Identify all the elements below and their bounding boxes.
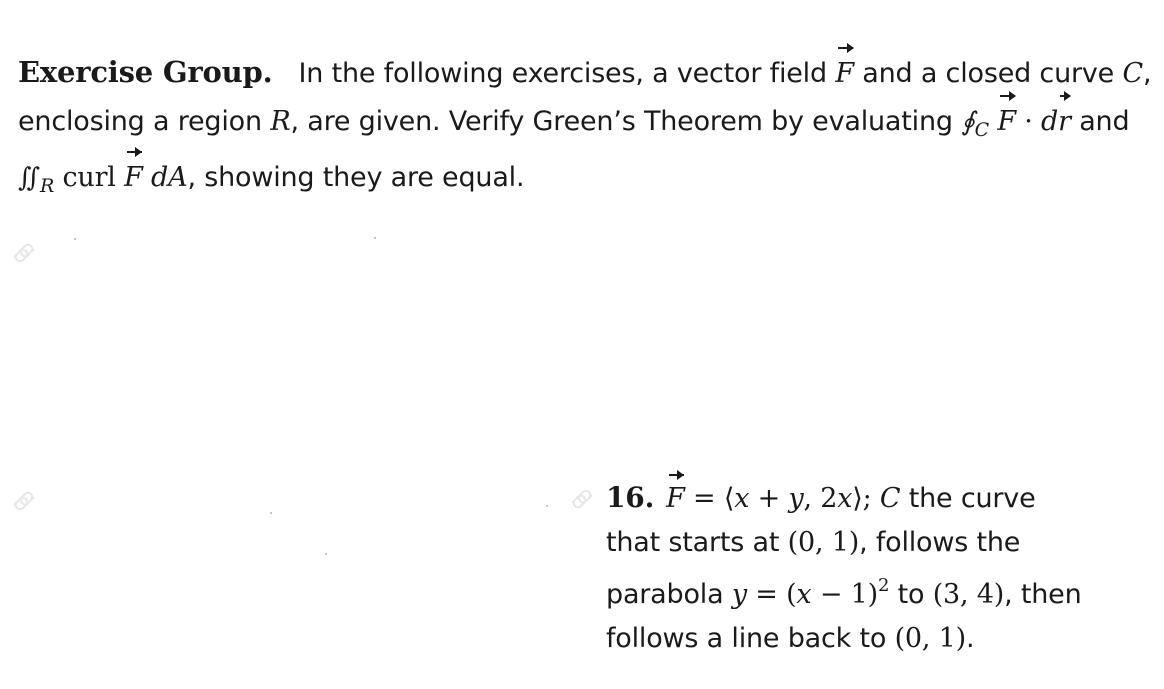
differential-d: d [1041, 106, 1059, 137]
double-integral-symbol: ∬ [18, 163, 40, 193]
math-text: − 1) [811, 579, 878, 610]
exercise-text: that starts at [606, 526, 788, 558]
exercise-text: parabola [606, 579, 732, 610]
math-text: = ( [746, 579, 797, 610]
exercise-group-intro [18, 48, 1158, 210]
speck [325, 553, 327, 555]
math-var: x [796, 579, 812, 610]
region-R: R [270, 106, 291, 137]
intro-text: , are given. Verify Green’s Theorem by evaluating [290, 106, 953, 137]
intro-text: enclosing a region [18, 106, 262, 137]
math-var: y [731, 579, 747, 610]
math-text: = ⟨ [684, 483, 735, 514]
speck [270, 512, 272, 514]
speck [74, 238, 76, 240]
exercise-group-heading: Exercise Group. [18, 55, 273, 89]
permalink-icon[interactable] [568, 488, 596, 510]
intro-text: In the following exercises, a vector field [298, 58, 827, 89]
math-text: , 2 [803, 483, 838, 514]
exercise-number: 16. [606, 481, 655, 514]
math-var: x [734, 483, 750, 514]
area-A: A [168, 162, 188, 193]
dot-operator: · [1015, 106, 1042, 137]
vector-F: F [997, 98, 1016, 146]
line-integral-symbol: ∮ [961, 107, 975, 137]
curve-C: C [1122, 58, 1143, 89]
permalink-icon[interactable] [10, 242, 38, 264]
point: (3, 4) [932, 579, 1005, 610]
vector-r: r [1058, 98, 1071, 146]
exercise-text: . [965, 622, 975, 654]
point: (0, 1) [894, 622, 966, 654]
vector-F: F [124, 154, 143, 202]
intro-text: , showing they are equal. [187, 162, 525, 193]
vector-F: F [835, 50, 854, 98]
integral-subscript-R: R [39, 175, 55, 197]
exercise-text: the curve [900, 483, 1036, 514]
intro-text: and [1070, 106, 1130, 137]
intro-text: , [1142, 58, 1152, 89]
differential-d: d [151, 162, 169, 193]
math-text: + [749, 483, 789, 514]
vector-F: F [666, 477, 685, 521]
speck [546, 505, 548, 507]
exercise-text: , then [1004, 579, 1082, 610]
intro-text: and a closed curve [862, 58, 1115, 89]
math-var: x [837, 483, 853, 514]
exercise-text: , follows the [859, 526, 1021, 558]
permalink-icon[interactable] [10, 490, 38, 512]
math-var: y [788, 483, 804, 514]
exercise-16 [606, 476, 1146, 660]
curl-operator: curl [62, 162, 116, 193]
curve-C: C [879, 483, 901, 514]
exponent: 2 [877, 575, 890, 596]
integral-subscript-C: C [974, 119, 989, 141]
point: (0, 1) [787, 526, 860, 558]
speck [374, 237, 376, 239]
math-text: ⟩; [852, 483, 872, 514]
exercise-text: follows a line back to [606, 622, 895, 654]
exercise-text: to [889, 579, 933, 610]
